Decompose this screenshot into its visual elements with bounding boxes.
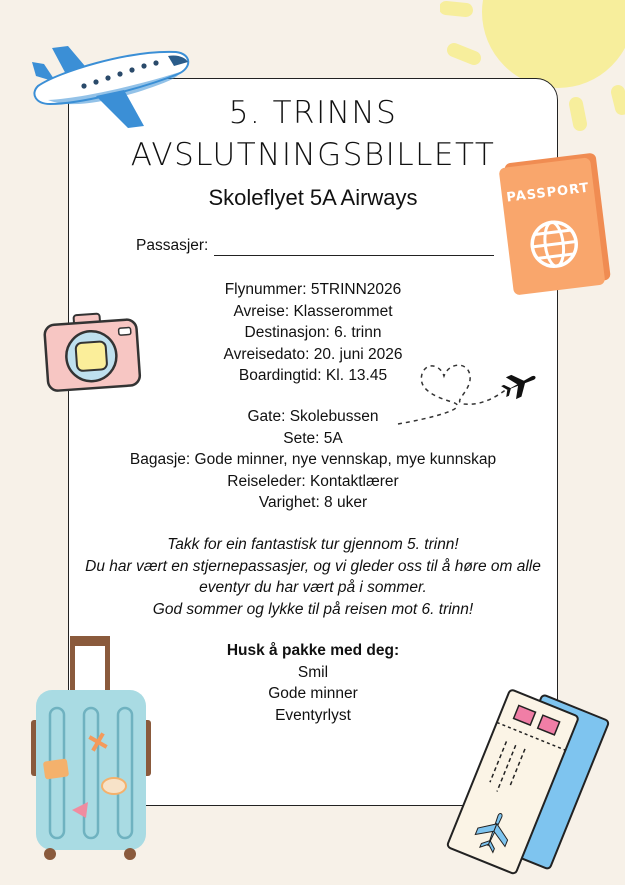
flight-info-line: Flynummer: 5TRINN2026	[224, 281, 402, 298]
passenger-name-line[interactable]	[214, 239, 494, 256]
flight-info-line: Avreise: Klasserommet	[233, 302, 393, 320]
message-line: Du har vært en stjernepassasjer, og vi gleder oss til å høre om alle	[85, 557, 541, 575]
packing-item: Smil	[297, 663, 329, 681]
packing-heading: Husk å pakke med deg:	[226, 642, 400, 659]
trip-info-line: Reiseleder: Kontaktlærer	[227, 472, 399, 490]
trip-info	[68, 406, 558, 514]
airline-subtitle: Skoleflyet 5A Airways	[208, 185, 418, 210]
message-line: eventyr du har vært på i sommer.	[199, 579, 427, 596]
trip-info-line: Sete: 5A	[283, 429, 343, 447]
trip-info-line: Gate: Skolebussen	[247, 408, 379, 425]
packing-item: Eventyrlyst	[275, 706, 351, 724]
passport-label: PASSPORT	[505, 180, 591, 206]
packing-item: Gode minner	[268, 685, 358, 702]
ticket-title-line1: 5. TRINNS	[228, 95, 398, 131]
farewell-message	[68, 534, 558, 620]
message-line: Takk for ein fantastisk tur gjennom 5. trinn!	[167, 536, 459, 553]
passenger-label: Passasjer:	[136, 237, 209, 254]
trip-info-line: Varighet: 8 uker	[258, 494, 368, 511]
message-line: God sommer og lykke til på reisen mot 6. trinn!	[152, 600, 474, 618]
flight-info	[68, 279, 558, 387]
passenger-row	[136, 236, 494, 256]
flight-info-line: Destinasjon: 6. trinn	[244, 324, 382, 341]
ticket-title-line2: AVSLUTNINGSBILLETT	[130, 137, 496, 173]
trip-info-line: Bagasje: Gode minner, nye vennskap, mye kunnskap	[129, 451, 497, 468]
flight-info-line: Avreisedato: 20. juni 2026	[223, 345, 403, 363]
packing-list	[68, 640, 558, 726]
flight-info-line: Boardingtid: Kl. 13.45	[238, 367, 388, 384]
